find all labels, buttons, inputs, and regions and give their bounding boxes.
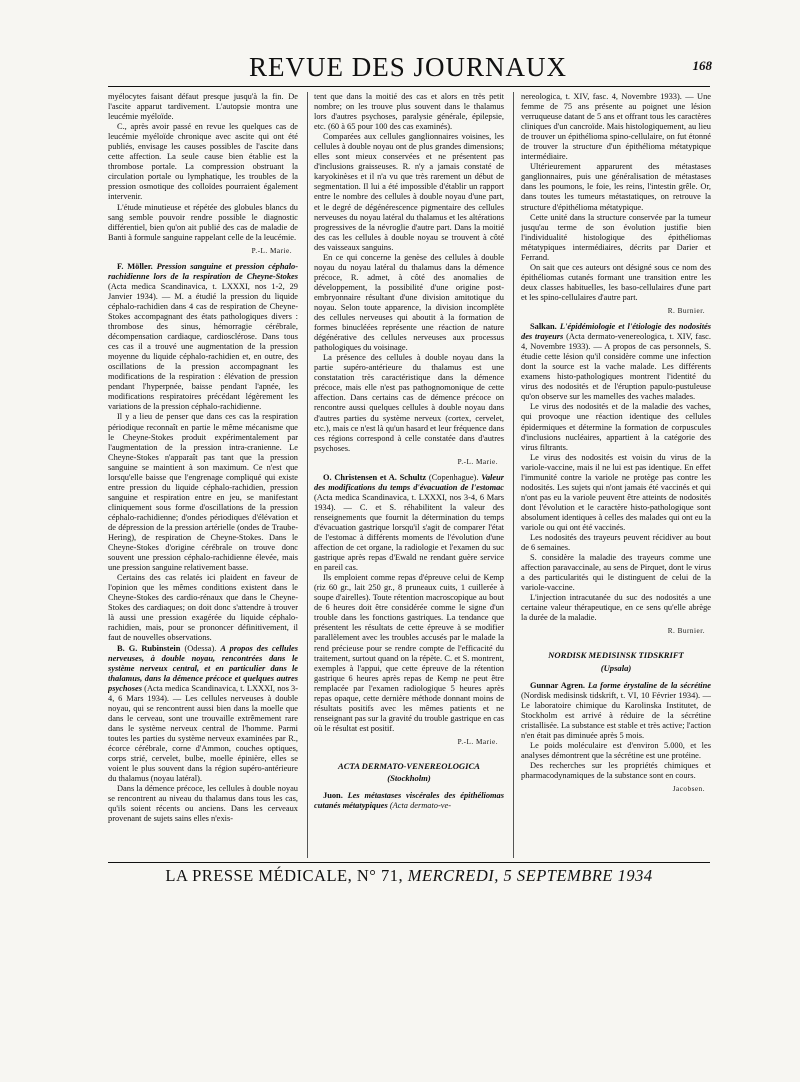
article-rubinstein [108,644,298,785]
column-divider [307,92,308,858]
footer-date: MERCREDI, 5 SEPTEMBRE 1934 [407,866,653,885]
article-title: A propos des cellules nerveuses, à double noyau, rencontrées dans le système nerveux central, et en particulier dans le thalamus, dans la démence précoce et quelques autres psychoses [108,643,298,693]
article-salkan [521,322,711,402]
reviewer-signature: P.-L. Marie. [457,457,498,466]
article-title: Les métastases viscérales des épithéliomas cutanés métatypiques [314,791,504,811]
reviewer-signature: R. Burnier. [667,627,705,636]
page-header [108,50,712,84]
paragraph: Certains des cas relatés ici plaident en faveur de l'opinion que les mêmes conditions existent dans le Cheyne-Stokes des cardio-rénaux que dans le Cheyne-Stokes des cardiaques; on doit donc s'attendre à trouver là aussi une pression exagérée du liquide céphalo-rachidien, mais, pour se prononcer définitivement, il faut de nouvelles observations. [108,573,298,643]
paragraph: En ce qui concerne la genèse des cellules à double noyau du noyau latéral du thalamus dans la démence précoce, R. admet, à côté des anomalies de développement, la possibilité d'une origine post-embryonnaire résultant d'une division amitotique du noyau. Selon toute apparence, la division incomplète des cellules nerveuses qui aboutit à la formation de formes binucléées représente une réaction de nature dégénérative des cellules nerveuses aux processus pathologiques du voisinage. [314,252,504,353]
paragraph: Des recherches sur les propriétés chimiques et pharmacodynamiques de la substance sont en cours. [521,760,711,780]
article-author: Gunnar Agren. [530,680,585,690]
article-title: Valeur des modifications du temps d'évacuation de l'estomac [314,472,504,492]
column-3 [521,92,711,860]
article-moller [108,262,298,413]
article-author: O. Christensen et A. Schultz [323,472,427,482]
article-author: B. G. Rubinstein [117,643,181,653]
paragraph: C., après avoir passé en revue les quelques cas de leucémie myéloïde chronique avec ascite qui ont été publiés, envisage les causes possibles de l'ascite dans cette affection. La seule cause bien établie est la thrombose portale. La compression obstruant la circulation portale ou lymphatique, les troubles de la pression osmotique des colloïdes pourraient également intervenir. [108,122,298,202]
section-subheading: (Upsala) [600,662,632,673]
section-heading: NORDISK MEDISINSK TIDSKRIFT [548,650,684,661]
article-author: Juon. [323,791,343,801]
paragraph: L'injection intracutanée du suc des nodosités a une certaine valeur thérapeutique, en ce sens qu'elle abrège la durée de la maladie. [521,593,711,623]
article-title: Pression sanguine et pression céphalo-rachidienne lors de la respiration de Cheyne-Stokes [108,261,298,281]
section-subheading: (Stockholm) [387,773,431,784]
article-body: (Acta dermato-venereologica, t. XIV, fasc. 4, Novembre 1933). — A propos de cas personnels, S. étudie cette lésion qu'il considère comme une infection dont la source est la vache malade. Les différents examens histo-pathologiques montrent l'identité du virus des nodosités et de l'éruption papulo-pustuleuse qu'on observe sur les mamelles des vaches malades. [521,332,711,402]
article-place: (Copenhague). [428,472,479,482]
article-christensen-schultz [314,473,504,573]
paragraph: Comparées aux cellules ganglionnaires voisines, les cellules à double noyau ont de plus grandes dimensions; elles sont mieux conservées et ne présentent pas d'inclusions graisseuses. R. n'y a jamais constaté de karyokinèses et il n'a vu que très rarement un début de segmentation. Il lui a été impossible d'établir un rapport entre le nombre des cellules à double noyau d'une part, et le degré de dégénérescence pigmentaire des cellules nerveuses du noyau latéral du thalamus et les altérations progressives de la névroglie d'autre part. Dans la moitié des cas les cellules à double noyau se trouvent à côté des vaisseaux sanguins. [314,132,504,252]
reviewer-signature: Jacobsen. [672,785,705,794]
article-body: (Acta medica Scandinavica, t. LXXXI, nos 3-4, 6 Mars 1934). — C. et S. réhabilitent la valeur des renseignements que fournit la détermination du temps d'évacuation gastrique lorsqu'il s'agit de comparer l'état de l'estomac à différents moments de l'évolution d'une affection de cet organe, la radiologie et l'examen du suc gastrique après repas d'Ewald ne rendant guère service en pareil cas. [314,492,504,573]
page-footer [108,866,710,886]
paragraph: myélocytes faisant défaut presque jusqu'à la fin. De l'ascite apparut tardivement. L'autopsie montra une leucémie myéloïde. [108,92,298,122]
article-place: (Odessa). [184,643,217,653]
paragraph: nereologica, t. XIV, fasc. 4, Novembre 1933). — Une femme de 75 ans présente au poignet une lésion verruqueuse datant de 5 ans et offrant tous les caractères cliniques d'un cancroïde. Mais histologiquement, au lieu de trouver un épithélioma spino-cellulaire, on fut étonné de trouver la structure d'un épithélioma métatypique intermédiaire. [521,92,711,162]
article-juon [314,791,504,811]
column-2 [314,92,504,860]
article-body: (Acta medica Scandinavica, t. LXXXI, nos 3-4, 6 Mars 1934). — Les cellules nerveuses à double noyau, qui se rencontrent aussi bien dans la moelle que dans le cerveau, sont une trouvaille extrêmement rare dans le système nerveux central de l'homme. Parmi toutes les parties du système nerveux examinées par R., écorce cérébrale, corne d'Ammon, couches optiques, corps strié, cervelet, bulbe, moelle épinière, elles se voient le plus souvent dans la région supéro-antérieure du thalamus (noyau latéral). [108,683,298,784]
column-1 [108,92,298,860]
column-divider [513,92,514,858]
paragraph: Cette unité dans la structure conservée par la tumeur jusqu'au terme de son évolution justifie bien l'individualité histologique des épithéliomas métatypiques intermédiaires, décrits par Darier et Ferrand. [521,212,711,262]
paragraph: Les nodosités des trayeurs peuvent récidiver au bout de 6 semaines. [521,533,711,553]
article-title: L'épidémiologie et l'étiologie des nodosités des trayeurs [521,322,711,342]
paragraph: On sait que ces auteurs ont désigné sous ce nom des épithéliomas cutanés formant une transition entre les deux classes habituelles, les baso-cellulaires d'une part et les spino-cellulaires d'autre part. [521,262,711,302]
paragraph: Ils emploient comme repas d'épreuve celui de Kemp (riz 60 gr., lait 250 gr., 8 pruneaux cuits, 1 cuillerée à soupe d'airelles). Toute rétention macroscopique au bout de 6 heures doit être considérée comme le signe d'un trouble dans les fonctions gastriques. La tendance que présentent les résultats de cette épreuve à se modifier parallèlement avec les troubles accusés par le malade la rend précieuse pour se rendre compte de l'efficacité du traitement, surtout quand on la répète. C. et S. montrent, exemples à l'appui, que cette épreuve de la rétention gastrique 6 heures après repas de Kemp ne peut être remplacée par l'examen radiologique 5 heures après repas opaque, cette dernière méthode donnant moins de résultats positifs avec les mêmes patients et ne renseignant pas sur la gravité du trouble gastrique en cas où le résultat est positif. [314,573,504,733]
journal-section-title: REVUE DES JOURNAUX [248,52,567,82]
article-author: Salkan. [530,322,557,332]
article-body: (Nordisk medisinsk tidskrift, t. VI, 10 Février 1934). — Le laboratoire chimique du Karolinska Institutet, de Stockholm est arrivé à réduire de la sécrétine cristallisée. La substance est stable et très active; l'action n'en était pas diminuée après 5 mois. [521,690,711,740]
paragraph: tent que dans la moitié des cas et alors en très petit nombre; on les trouve plus souvent dans le thalamus lors d'autres psychoses, paralysie générale, épilepsie, etc. (60 à 65 pour 100 des cas examinés). [314,92,504,132]
paragraph: Ultérieurement apparurent des métastases ganglionnaires, puis une généralisation de métastases dans les poumons, le foie, les reins, l'intestin grêle. Or, dans toutes les tumeurs métastatiques, on retrouve la structure d'épithélioma métatypique. [521,162,711,212]
header-rule [108,86,710,87]
paragraph: Il y a lieu de penser que dans ces cas la respiration périodique reconnaît en partie le même mécanisme que le Cheyne-Stokes produit expérimentalement par l'augmentation de la pression intra-cranienne. Le Cheyne-Stokes n'apparaît pas tant que la pression sanguine se maintient à son maximum. Ce n'est que lorsqu'elle baisse que l'engrenage compliqué qui existe entre pression du liquide céphalo-rachidien, pression sanguine et respiration entre en jeu, se manifestant cliniquement sous forme d'oscillations de la pression céphalo-rachidienne; d'ondes périodiques d'élévation et de dépression de la pression artérielle (ondes de Traube-Hering), de respiration de Cheyne-Stokes. Dans le Cheyne-Stokes d'origine cérébrale on trouve donc souvent une pression céphalo-rachidienne élevée, mais une pression sanguine relativement basse. [108,412,298,573]
paragraph: S. considère la maladie des trayeurs comme une affection paravaccinale, au sens de Pirquet, dont le virus a des particularités qui le distinguent de celui de la variole-vaccine. [521,553,711,593]
paragraph: L'étude minutieuse et répétée des globules blancs du sang semble pouvoir rendre possible le diagnostic différentiel, bien qu'on ait publié des cas de maladie de Banti à formule sanguine rappelant celle de la leucémie. [108,202,298,242]
article-body: (Acta medica Scandinavica, t. LXXXI, nos 1-2, 29 Janvier 1934). — M. a étudié la pression du liquide céphalo-rachidien dans 4 cas de respiration de Cheyne-Stokes accompagnant des états pathologiques divers : thrombose des sinus, hémorragie cérébrale, décompensation cardiaque, cardiosclérose. Dans tous ces cas il a trouvé une augmentation de la pression moyenne du liquide céphalo-rachidien et, en outre, des oscillations de la pression accompagnant les modifications de la respiration : élévation de pression pendant l'hyperpnée, baisse pendant l'apnée, les modifications respiratoires précédant légèrement les variations de la pression céphalo-rachidienne. [108,281,298,412]
article-author: F. Möller. [117,261,153,271]
reviewer-signature: P.-L. Marie. [251,246,292,255]
paragraph: Le virus des nodosités est voisin du virus de la variole-vaccine, mais il ne lui est pas identique. En effet l'immunité contre la variole ne protège pas contre les nodosités. Les sujets qui n'ont jamais été vaccinés et qui n'ont pas eu la variole peuvent être atteints de nodosités dont l'évolution et le caractère histo-pathologique sont absolument identiques à celles des malades qui ont eu la variole ou qui ont été vaccinés. [521,452,711,532]
paragraph: La présence des cellules à double noyau dans la partie supéro-antérieure du thalamus est une constatation très caractéristique dans la démence précoce, mais elle n'est pas pathognomonique de cette affection. Dans certains cas de démence précoce on rencontre aussi quelques cellules à double noyau dans d'autres parties du système nerveux (cortex, cervelet, etc.), mais ce n'est là qu'un hasard et leur fréquence dans ces régions correspond à celle constatée dans d'autres psychoses. [314,353,504,453]
article-body: (Acta dermato-ve- [389,801,452,811]
footer-rule [108,862,710,863]
paragraph: Le poids moléculaire est d'environ 5.000, et les analyses démontrent que la sécrétine est une protéine. [521,740,711,760]
reviewer-signature: P.-L. Marie. [457,737,498,746]
paragraph: Le virus des nodosités et de la maladie des vaches, qui provoque une réaction identique des cellules épidermiques et détermine la formation de corpuscules d'inclusions nucléaires, appartient à la catégorie des virus filtrants. [521,402,711,452]
article-title: La forme érystaline de la sécrétine [587,680,711,690]
page-number: 168 [692,58,712,73]
paragraph: Dans la démence précoce, les cellules à double noyau se rencontrent au niveau du thalamus dans tous les cas, qu'ils soient récents ou anciens. Dans les cerveaux provenant de sujets sains elles n'exis- [108,784,298,824]
reviewer-signature: R. Burnier. [667,306,705,315]
section-heading: ACTA DERMATO-VENEREOLOGICA [338,761,480,771]
article-agren [521,681,711,741]
footer-journal: LA PRESSE MÉDICALE, N° 71, [165,866,404,885]
